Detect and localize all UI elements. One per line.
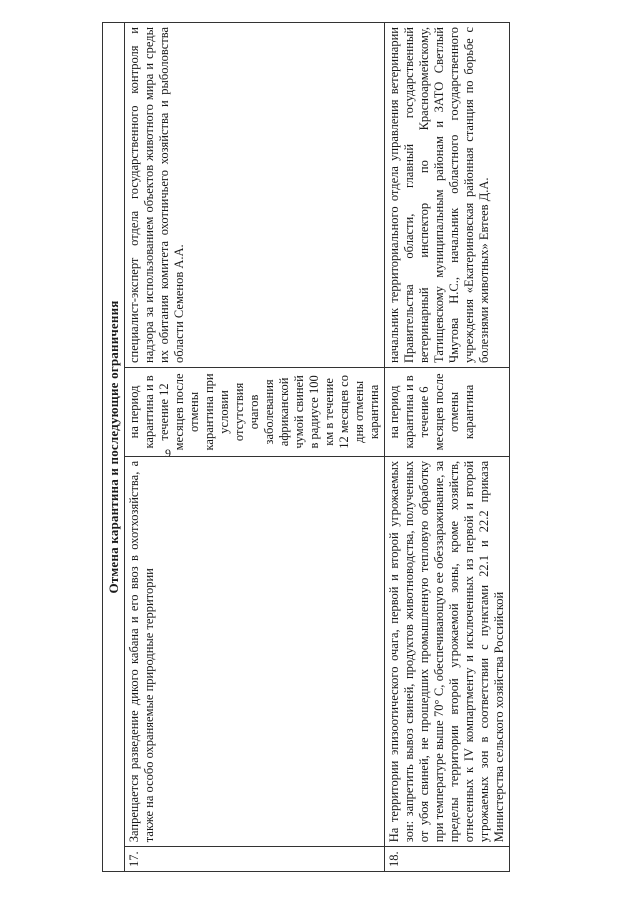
- responsible-text: начальник территориального отдела управления ветеринарии Правительства области, главный государственный ветеринарный инспектор по Красноармейскому, Татищевскому муниципальным районам и ЗАТО Светлый Чмутова Н.С., начальник областного государственного учреждения «Екатериновская районная станция по борьбе с болезнями животных» Евтеев Д.А.: [385, 23, 510, 368]
- table-row: [125, 23, 385, 872]
- measure-text: На территории эпизоотического очага, первой и второй угрожаемых зон: запретить вывоз свиней, продуктов животноводства, полученных от убоя свиней, не прошедших промышленную тепловую обработку при температуре выше 70° С, обеспечивающую ее обеззараживание, за пределы территории второй угрожаемой зоны, кроме хозяйств, отнесенных к IV компартменту и исключенных из первой и второй угрожаемых зон в соответствии с пунктами 22.1 и 22.2 приказа Министерства сельского хозяйства Российской: [385, 456, 510, 846]
- term-text: на период карантина и в течение 12 месяцев после отмены карантина при условии отсутствия очагов заболевания африканской чумой свиней в радиусе 100 км в течение 12 месяцев со дня отмены карантина: [125, 368, 385, 457]
- measures-table: [102, 22, 510, 872]
- page-number: 9: [165, 446, 171, 460]
- term-text: на период карантина и в течение 6 месяцев после отмены карантина: [385, 368, 510, 457]
- rotated-page-content: [102, 22, 640, 872]
- responsible-text: специалист-эксперт отдела государственного контроля и надзора за использованием объектов животного мира и среды их обитания комитета охотничьего хозяйства и рыболовства области Семенов А.А.: [125, 23, 385, 368]
- measure-text: Запрещается разведение дикого кабана и его ввоз в охотхозяйства, а также на особо охраняемые природные территории: [125, 456, 385, 846]
- row-number: 17.: [125, 847, 385, 872]
- table-row: [385, 23, 510, 872]
- section-heading-row: [103, 23, 125, 872]
- section-heading: Отмена карантина и последующие ограничения: [103, 23, 125, 872]
- row-number: 18.: [385, 847, 510, 872]
